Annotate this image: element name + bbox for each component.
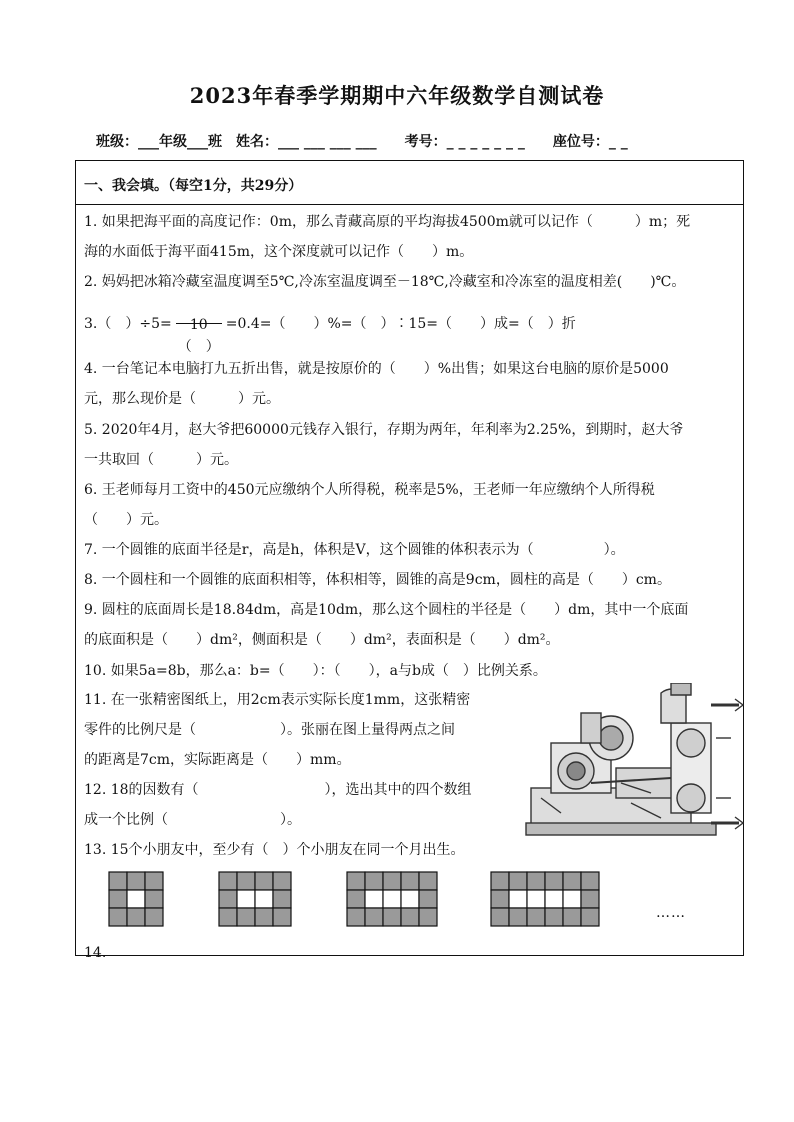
question-3-fraction	[174, 305, 224, 355]
shaded-cell	[347, 908, 365, 926]
grid-figure-2	[219, 872, 291, 926]
white-cell	[401, 890, 419, 908]
grid-figure-3	[347, 872, 437, 926]
shaded-cell	[237, 908, 255, 926]
section-one-header: 一、我会填。（每空1分，共29分）	[76, 161, 743, 205]
shaded-cell	[273, 908, 291, 926]
shaded-cell	[419, 908, 437, 926]
question-5-line-2: 一共取回（ ）元。	[84, 452, 238, 468]
question-11-line-1: 11. 在一张精密图纸上，用2cm表示实际长度1mm，这张精密	[84, 692, 471, 708]
fraction-denominator: （ ）	[177, 339, 220, 355]
question-11-line-2: 零件的比例尺是（ ）。张丽在图上量得两点之间	[84, 722, 455, 738]
shaded-cell	[581, 872, 599, 890]
shaded-cell	[401, 872, 419, 890]
question-9-line-2: 的底面积是（ ）dm²，侧面积是（ ）dm²，表面积是（ ）dm²。	[84, 632, 560, 648]
shaded-cell	[145, 890, 163, 908]
pump-machine-illustration	[521, 683, 746, 843]
question-1-line-2: 海的水面低于海平面415m，这个深度就可以记作（ ）m。	[84, 244, 474, 260]
shaded-cell	[273, 872, 291, 890]
question-4-line-1: 4. 一台笔记本电脑打九五折出售，就是按原价的（ ）%出售；如果这台电脑的原价是5000	[84, 361, 669, 377]
shaded-cell	[581, 908, 599, 926]
shaded-cell	[527, 908, 545, 926]
shaded-cell	[527, 872, 545, 890]
fraction-numerator: 10	[189, 317, 208, 333]
white-cell	[127, 890, 145, 908]
shaded-cell	[383, 872, 401, 890]
shaded-cell	[237, 872, 255, 890]
question-12-line-2: 成一个比例（ ）。	[84, 812, 301, 828]
shaded-cell	[419, 872, 437, 890]
shaded-cell	[545, 908, 563, 926]
shaded-cell	[255, 872, 273, 890]
shaded-cell	[145, 872, 163, 890]
student-info-line: 班级：___年级___班 姓名：___ ___ ___ ___ 考号：_ _ _ _ _ _ _ 座位号：_ _	[96, 134, 628, 150]
shaded-cell	[127, 872, 145, 890]
question-10: 10. 如果5a=8b，那么a：b=（ ）：（ ），a与b成（ ）比例关系。	[84, 663, 547, 679]
white-cell	[563, 890, 581, 908]
white-cell	[237, 890, 255, 908]
shaded-cell	[419, 890, 437, 908]
question-1-line-1: 1. 如果把海平面的高度记作：0m，那么青藏高原的平均海拔4500m就可以记作（ ）m；死	[84, 214, 691, 230]
question-12-line-1: 12. 18的因数有（ ），选出其中的四个数组	[84, 782, 472, 798]
question-6-line-2: （ ）元。	[84, 512, 168, 528]
shaded-cell	[383, 908, 401, 926]
page-title: 2023年春季学期期中六年级数学自测试卷	[189, 83, 605, 108]
fraction-bar	[176, 323, 222, 324]
shaded-cell	[219, 908, 237, 926]
shaded-cell	[365, 908, 383, 926]
question-5-line-1: 5. 2020年4月，赵大爷把60000元钱存入银行，存期为两年，年利率为2.25%，到期时，赵大爷	[84, 422, 684, 438]
question-8: 8. 一个圆柱和一个圆锥的底面积相等，体积相等，圆锥的高是9cm，圆柱的高是（ ）cm。	[84, 572, 671, 588]
shaded-cell	[127, 908, 145, 926]
white-cell	[527, 890, 545, 908]
shaded-cell	[347, 872, 365, 890]
shaded-cell	[109, 872, 127, 890]
pattern-grid-figures	[108, 871, 648, 931]
white-cell	[545, 890, 563, 908]
question-13: 13. 15个小朋友中，至少有（ ）个小朋友在同一个月出生。	[84, 842, 465, 858]
shaded-cell	[109, 908, 127, 926]
question-3-suffix: =0.4=（ ）%=（ ）∶15=（ ）成=（ ）折	[225, 316, 576, 332]
shaded-cell	[545, 872, 563, 890]
shaded-cell	[563, 872, 581, 890]
ellipsis-dots: ……	[656, 905, 686, 921]
grid-figure-1	[109, 872, 163, 926]
shaded-cell	[219, 890, 237, 908]
question-14-label: 14.	[84, 945, 107, 961]
section-one-box	[75, 160, 744, 961]
shaded-cell	[509, 872, 527, 890]
question-4-line-2: 元，那么现价是（ ）元。	[84, 391, 280, 407]
shaded-cell	[273, 890, 291, 908]
shaded-cell	[145, 908, 163, 926]
shaded-cell	[219, 872, 237, 890]
grid-figure-4	[491, 872, 599, 926]
white-cell	[509, 890, 527, 908]
question-11-line-3: 的距离是7cm，实际距离是（ ）mm。	[84, 752, 351, 768]
shaded-cell	[509, 908, 527, 926]
shaded-cell	[581, 890, 599, 908]
shaded-cell	[347, 890, 365, 908]
shaded-cell	[109, 890, 127, 908]
white-cell	[365, 890, 383, 908]
shaded-cell	[365, 872, 383, 890]
shaded-cell	[491, 890, 509, 908]
question-9-line-1: 9. 圆柱的底面周长是18.84dm，高是10dm，那么这个圆柱的半径是（ ）dm，其中一个底面	[84, 602, 689, 618]
question-2: 2. 妈妈把冰箱冷藏室温度调至5℃,冷冻室温度调至－18℃,冷藏室和冷冻室的温度相差( )℃。	[84, 274, 686, 290]
question-3-prefix: 3.（ ）÷5=	[84, 316, 172, 332]
white-cell	[383, 890, 401, 908]
shaded-cell	[255, 908, 273, 926]
shaded-cell	[491, 872, 509, 890]
shaded-cell	[563, 908, 581, 926]
pattern-grids	[108, 871, 648, 935]
question-7: 7. 一个圆锥的底面半径是r，高是h，体积是V，这个圆锥的体积表示为（ ）。	[84, 542, 625, 558]
question-6-line-1: 6. 王老师每月工资中的450元应缴纳个人所得税，税率是5%，王老师一年应缴纳个人所得税	[84, 482, 655, 498]
question-3	[84, 305, 576, 355]
shaded-cell	[491, 908, 509, 926]
shaded-cell	[401, 908, 419, 926]
white-cell	[255, 890, 273, 908]
